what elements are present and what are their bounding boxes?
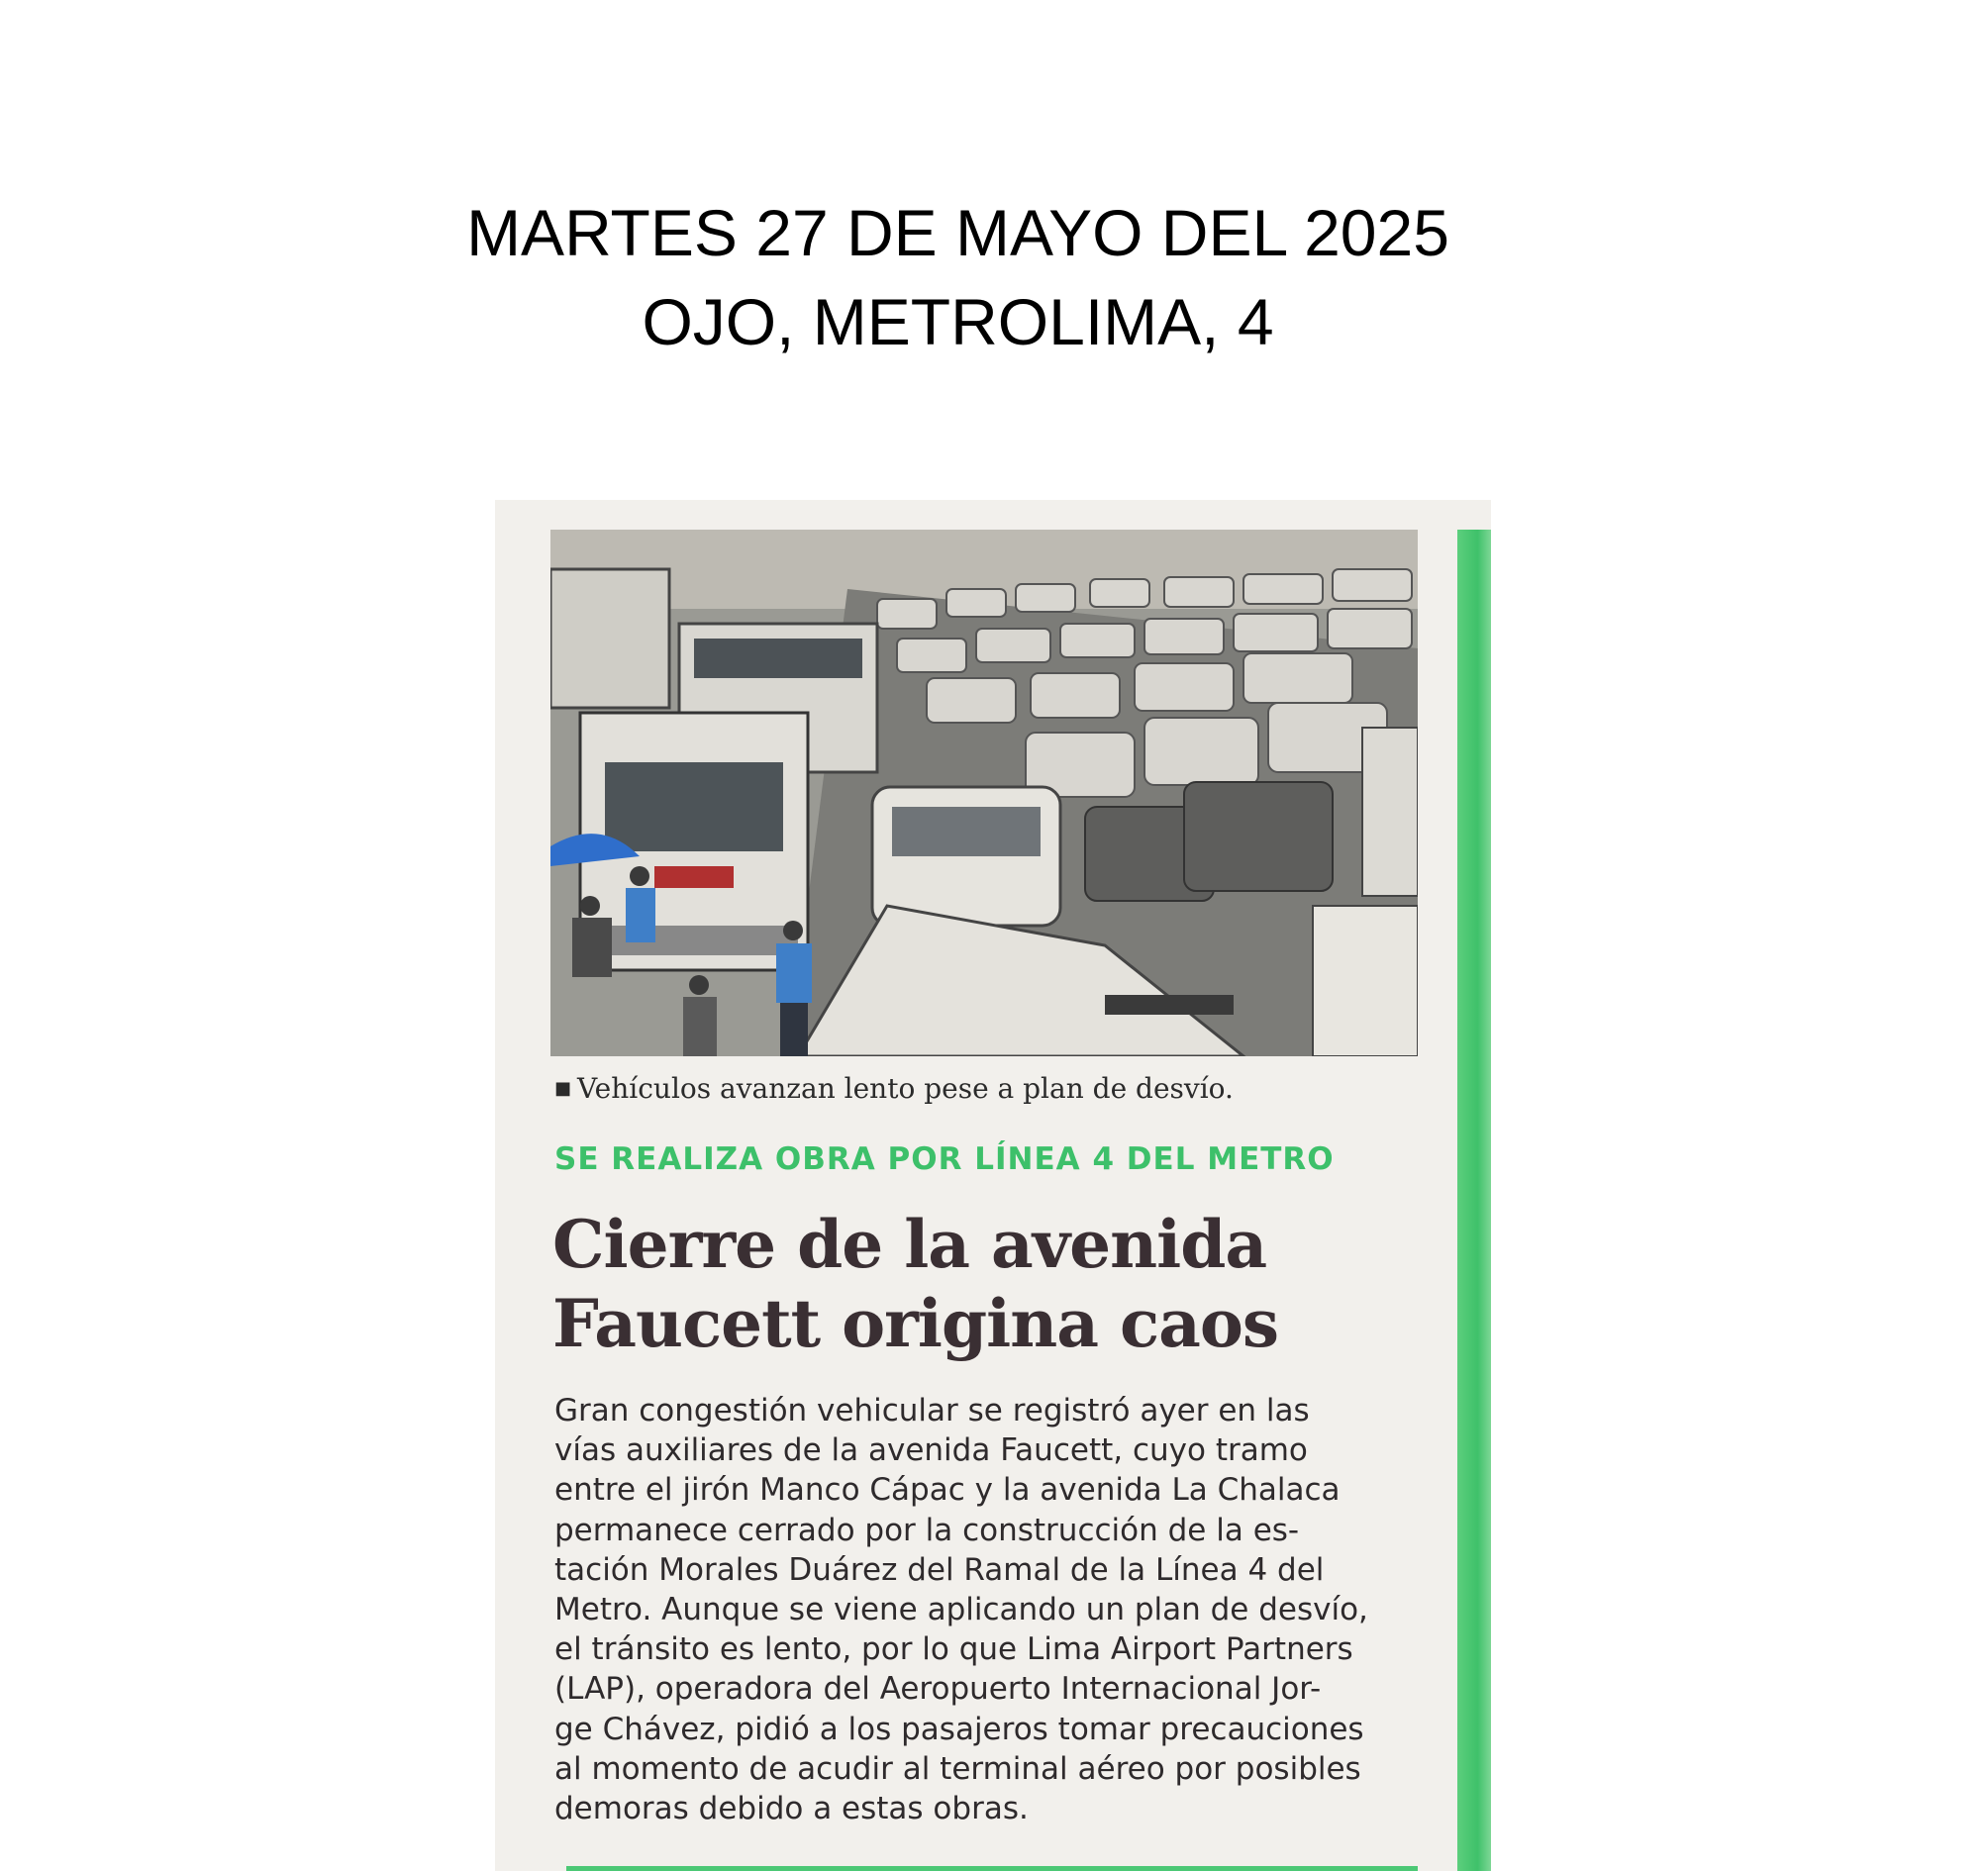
- headline-line: Faucett origina caos: [552, 1285, 1279, 1362]
- publication-date: MARTES 27 DE MAYO DEL 2025: [466, 196, 1449, 269]
- newspaper-clipping: [495, 500, 1491, 1871]
- traffic-photo-illustration: [550, 530, 1418, 1056]
- body-line: demoras debido a estas obras.: [554, 1791, 1029, 1827]
- publication-source: OJO, METROLIMA, 4: [642, 285, 1274, 358]
- body-line: (LAP), operadora del Aeropuerto Internacional Jor-: [554, 1671, 1322, 1708]
- traffic-photo: [550, 530, 1418, 1056]
- photo-caption: [554, 1072, 1426, 1105]
- article-body: [554, 1391, 1428, 1828]
- article-headline: [552, 1205, 1443, 1363]
- body-line: permanece cerrado por la construcción de la es-: [554, 1512, 1300, 1548]
- body-line: al momento de acudir al terminal aéreo por posibles: [554, 1750, 1361, 1787]
- caption-bullet: ■: [554, 1078, 572, 1099]
- body-line: tación Morales Duárez del Ramal de la Línea 4 del: [554, 1551, 1325, 1588]
- body-line: Metro. Aunque se viene aplicando un plan de desvío,: [554, 1592, 1368, 1628]
- bottom-rule: [566, 1866, 1418, 1871]
- clipping-header: [0, 188, 1916, 366]
- caption-text: Vehículos avanzan lento pese a plan de desvío.: [577, 1072, 1234, 1105]
- body-line: ge Chávez, pidió a los pasajeros tomar precauciones: [554, 1711, 1364, 1747]
- body-line: vías auxiliares de la avenida Faucett, cuyo tramo: [554, 1432, 1308, 1469]
- article-kicker: SE REALIZA OBRA POR LÍNEA 4 DEL METRO: [554, 1141, 1335, 1177]
- body-line: Gran congestión vehicular se registró ayer en las: [554, 1393, 1310, 1428]
- body-line: entre el jirón Manco Cápac y la avenida La Chalaca: [554, 1472, 1341, 1509]
- body-line: el tránsito es lento, por lo que Lima Airport Partners: [554, 1631, 1353, 1668]
- headline-line: Cierre de la avenida: [552, 1206, 1267, 1283]
- green-side-bar: [1457, 530, 1491, 1871]
